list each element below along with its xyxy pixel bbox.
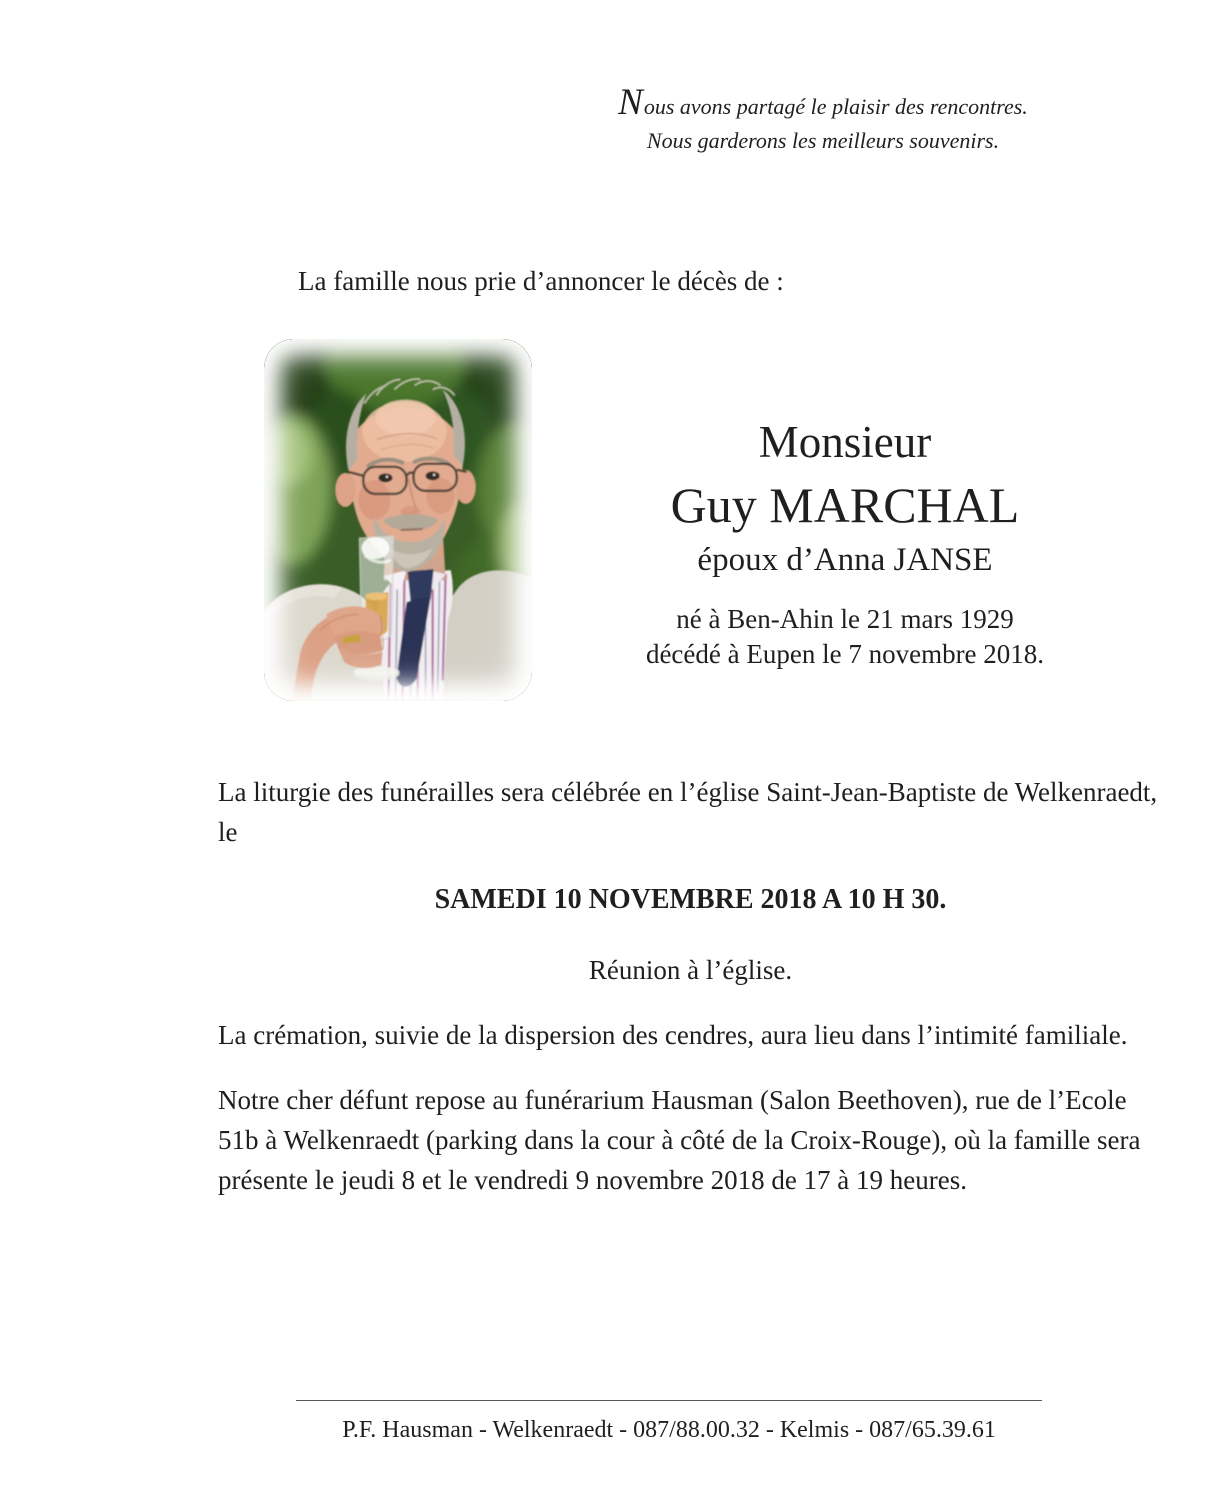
epigraph-line-2: Nous garderons les meilleurs souvenirs.: [646, 128, 1000, 153]
portrait-photo: [264, 339, 532, 701]
ceremony-datetime: SAMEDI 10 NOVEMBRE 2018 A 10 H 30.: [434, 884, 947, 915]
epigraph: [500, 82, 1146, 158]
portrait-photo-illustration: [264, 339, 532, 701]
birth-line: né à Ben-Ahin le 21 mars 1929: [676, 604, 1014, 634]
liturgy-paragraph: La liturgie des funérailles sera célébrée en l’église Saint-Jean-Baptiste de Welkenraedt, le: [218, 777, 1158, 847]
footer-divider: [296, 1400, 1042, 1401]
epigraph-initial: N: [618, 82, 644, 123]
funeral-home-contact: P.F. Hausman - Welkenraedt - 087/88.00.32 - Kelmis - 087/65.39.61: [342, 1417, 996, 1443]
visitation-paragraph: Notre cher défunt repose au funérarium Hausman (Salon Beethoven), rue de l’Ecole 51b à Welkenraedt (parking dans la cour à côté de la Croix-Rouge), où la famille sera présente le jeudi 8 et le vendredi 9 novembre 2018 de 17 à 19 heures.: [218, 1085, 1141, 1195]
cremation-paragraph: La crémation, suivie de la dispersion des cendres, aura lieu dans l’intimité familiale.: [218, 1020, 1128, 1050]
deceased-title: Monsieur: [758, 417, 932, 467]
body-text: [218, 772, 1163, 1200]
epigraph-line-1-text: ous avons partagé le plaisir des rencontres.: [643, 94, 1028, 119]
deceased-name: Guy MARCHAL: [670, 477, 1020, 533]
spouse-line: époux d’Anna JANSE: [697, 542, 993, 578]
epigraph-line-1: [500, 82, 1146, 124]
deceased-block: [535, 418, 1155, 672]
meeting-line: Réunion à l’église.: [588, 955, 793, 985]
announcement-line: La famille nous prie d’annoncer le décès de :: [298, 266, 784, 296]
death-line: décédé à Eupen le 7 novembre 2018.: [645, 639, 1045, 669]
